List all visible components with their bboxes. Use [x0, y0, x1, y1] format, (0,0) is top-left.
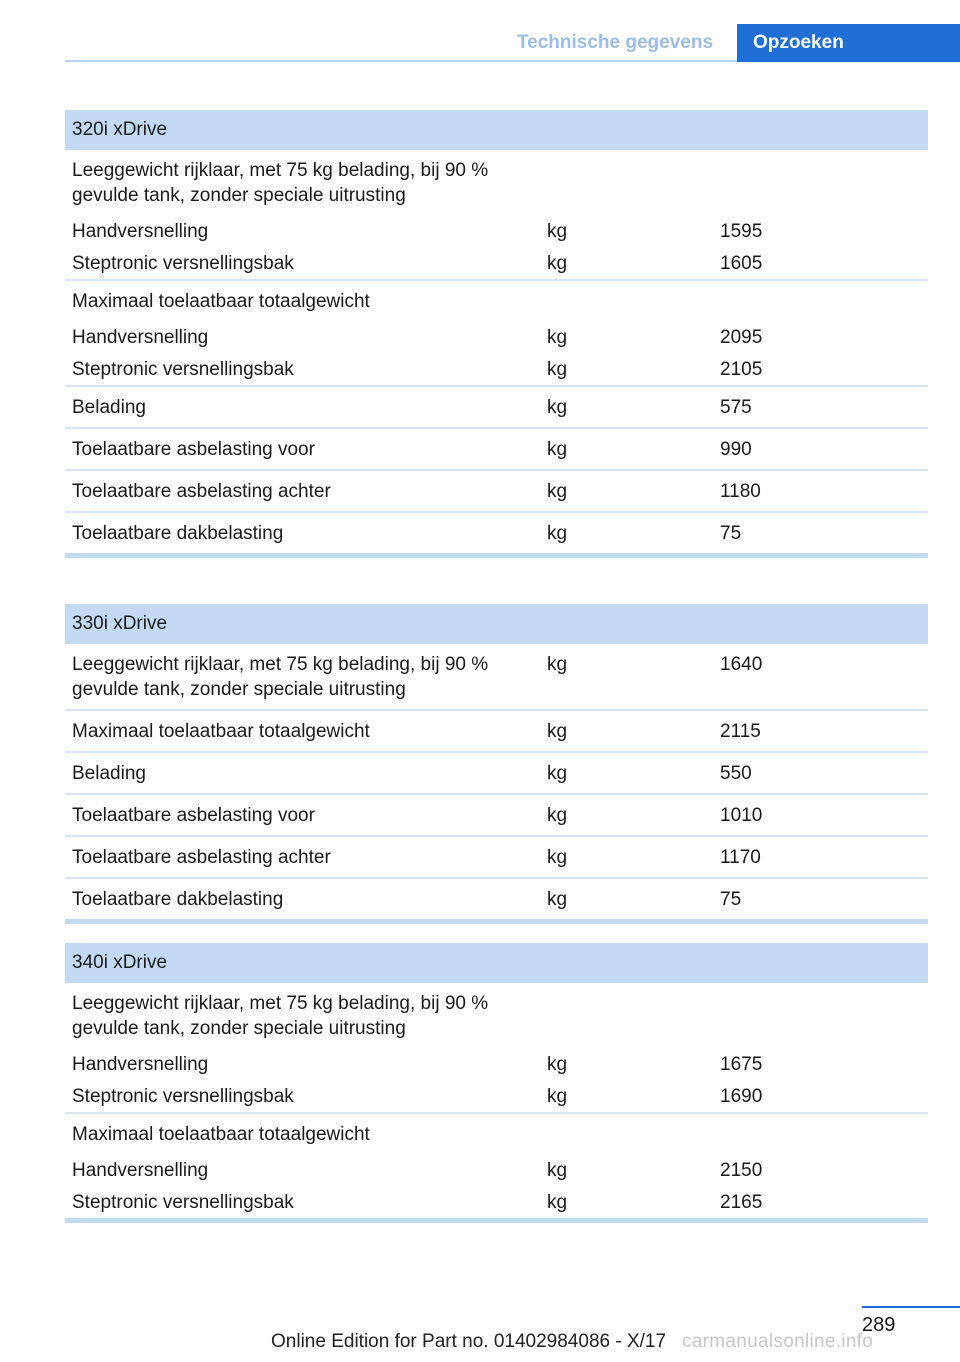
row-unit: kg: [540, 386, 713, 428]
row-label: Steptronic versnellingsbak: [72, 1086, 294, 1107]
row-unit: kg: [540, 428, 713, 470]
row-value: [713, 1113, 928, 1154]
row-unit: kg: [547, 359, 568, 380]
row-label: Leeggewicht rijklaar, met 75 kg belading, bij 90 % gevulde tank, zonder speciale uitrusting: [72, 160, 489, 206]
row-unit: kg: [547, 221, 568, 242]
watermark: carmanualsonline.info: [682, 1331, 874, 1352]
table-row: [65, 794, 928, 836]
row-value: 575: [713, 386, 928, 428]
table-row: [65, 353, 928, 386]
table-row: [65, 1080, 928, 1113]
row-value: 1640: [720, 654, 763, 675]
row-label: Leeggewicht rijklaar, met 75 kg belading, bij 90 % gevulde tank, zonder speciale uitrusting: [72, 654, 489, 700]
table-end-rule: [65, 553, 928, 558]
row-value: 1010: [713, 794, 928, 836]
row-label: Handversnelling: [72, 1160, 209, 1181]
edition-footer: Online Edition for Part no. 01402984086 - X/17: [271, 1331, 667, 1352]
row-unit: [540, 280, 713, 321]
table-row: [65, 247, 928, 280]
row-label: Belading: [65, 386, 540, 428]
row-unit: [540, 1113, 713, 1154]
row-label: Maximaal toelaatbaar totaalgewicht: [65, 280, 540, 321]
table-row: [65, 280, 928, 321]
row-unit: kg: [540, 752, 713, 794]
row-value: 2105: [720, 359, 763, 380]
row-value: 550: [713, 752, 928, 794]
model-heading: 340i xDrive: [65, 943, 928, 983]
table-row: [65, 321, 928, 353]
row-unit: kg: [540, 794, 713, 836]
row-label: Toelaatbare dakbelasting: [65, 878, 540, 919]
row-value: 2095: [720, 327, 763, 348]
row-value: 1170: [713, 836, 928, 878]
row-value: 1595: [720, 221, 763, 242]
row-value: 1690: [720, 1086, 763, 1107]
row-label: Toelaatbare asbelasting achter: [65, 836, 540, 878]
row-value: 2165: [720, 1192, 763, 1213]
row-value: [713, 150, 928, 215]
row-value: 75: [713, 878, 928, 919]
page-number-rule: [862, 1306, 960, 1308]
model-heading: 320i xDrive: [65, 110, 928, 150]
table-row: [65, 983, 928, 1048]
row-label: Maximaal toelaatbaar totaalgewicht: [65, 1113, 540, 1154]
page-number: 289: [862, 1314, 896, 1336]
row-value: 990: [713, 428, 928, 470]
row-value: 2150: [720, 1160, 763, 1181]
table-row: [65, 752, 928, 794]
row-unit: kg: [547, 1192, 568, 1213]
spec-table-330i: [65, 604, 928, 924]
row-unit: [540, 983, 713, 1048]
table-end-rule: [65, 1218, 928, 1223]
spec-table-320i: [65, 110, 928, 558]
table-row: [65, 512, 928, 553]
row-value: 1180: [713, 470, 928, 512]
row-label: Toelaatbare asbelasting achter: [65, 470, 540, 512]
row-unit: kg: [540, 878, 713, 919]
table-row: [65, 1154, 928, 1186]
table-row: [65, 1186, 928, 1218]
row-label: Steptronic versnellingsbak: [72, 1192, 294, 1213]
table-row: [65, 428, 928, 470]
row-unit: kg: [547, 1086, 568, 1107]
row-label: Steptronic versnellingsbak: [72, 359, 294, 380]
row-label: Toelaatbare asbelasting voor: [65, 428, 540, 470]
row-label: Handversnelling: [72, 221, 209, 242]
table-row: [65, 150, 928, 215]
row-value: 1605: [720, 253, 763, 274]
row-label: Maximaal toelaatbaar totaalgewicht: [65, 710, 540, 752]
row-unit: kg: [540, 710, 713, 752]
row-label: Toelaatbare dakbelasting: [65, 512, 540, 553]
row-label: Leeggewicht rijklaar, met 75 kg belading, bij 90 % gevulde tank, zonder speciale uitrusting: [72, 993, 489, 1039]
row-label: Steptronic versnellingsbak: [72, 253, 294, 274]
row-unit: kg: [540, 836, 713, 878]
row-unit: kg: [547, 1160, 568, 1181]
table-end-rule: [65, 919, 928, 924]
table-row: [65, 215, 928, 247]
row-value: 1675: [720, 1054, 763, 1075]
row-unit: kg: [540, 470, 713, 512]
table-row: [65, 1113, 928, 1154]
table-row: [65, 878, 928, 919]
row-unit: kg: [540, 512, 713, 553]
row-value: [713, 280, 928, 321]
row-unit: [540, 150, 713, 215]
model-heading: 330i xDrive: [65, 604, 928, 644]
row-unit: kg: [547, 1054, 568, 1075]
row-unit: kg: [547, 327, 568, 348]
row-unit: kg: [547, 253, 568, 274]
table-row: [65, 470, 928, 512]
row-value: [713, 983, 928, 1048]
tab-opzoeken[interactable]: Opzoeken: [737, 24, 960, 62]
table-row: [65, 710, 928, 752]
row-label: Handversnelling: [72, 1054, 209, 1075]
row-label: Belading: [65, 752, 540, 794]
row-value: 2115: [713, 710, 928, 752]
table-row: [65, 1048, 928, 1080]
row-unit: kg: [547, 654, 568, 675]
table-row: [65, 836, 928, 878]
spec-table-340i: [65, 943, 928, 1223]
table-row: [65, 386, 928, 428]
table-row: [65, 644, 928, 710]
row-label: Toelaatbare asbelasting voor: [65, 794, 540, 836]
row-label: Handversnelling: [72, 327, 209, 348]
tab-technische-gegevens[interactable]: Technische gegevens: [516, 32, 714, 53]
row-value: 75: [713, 512, 928, 553]
